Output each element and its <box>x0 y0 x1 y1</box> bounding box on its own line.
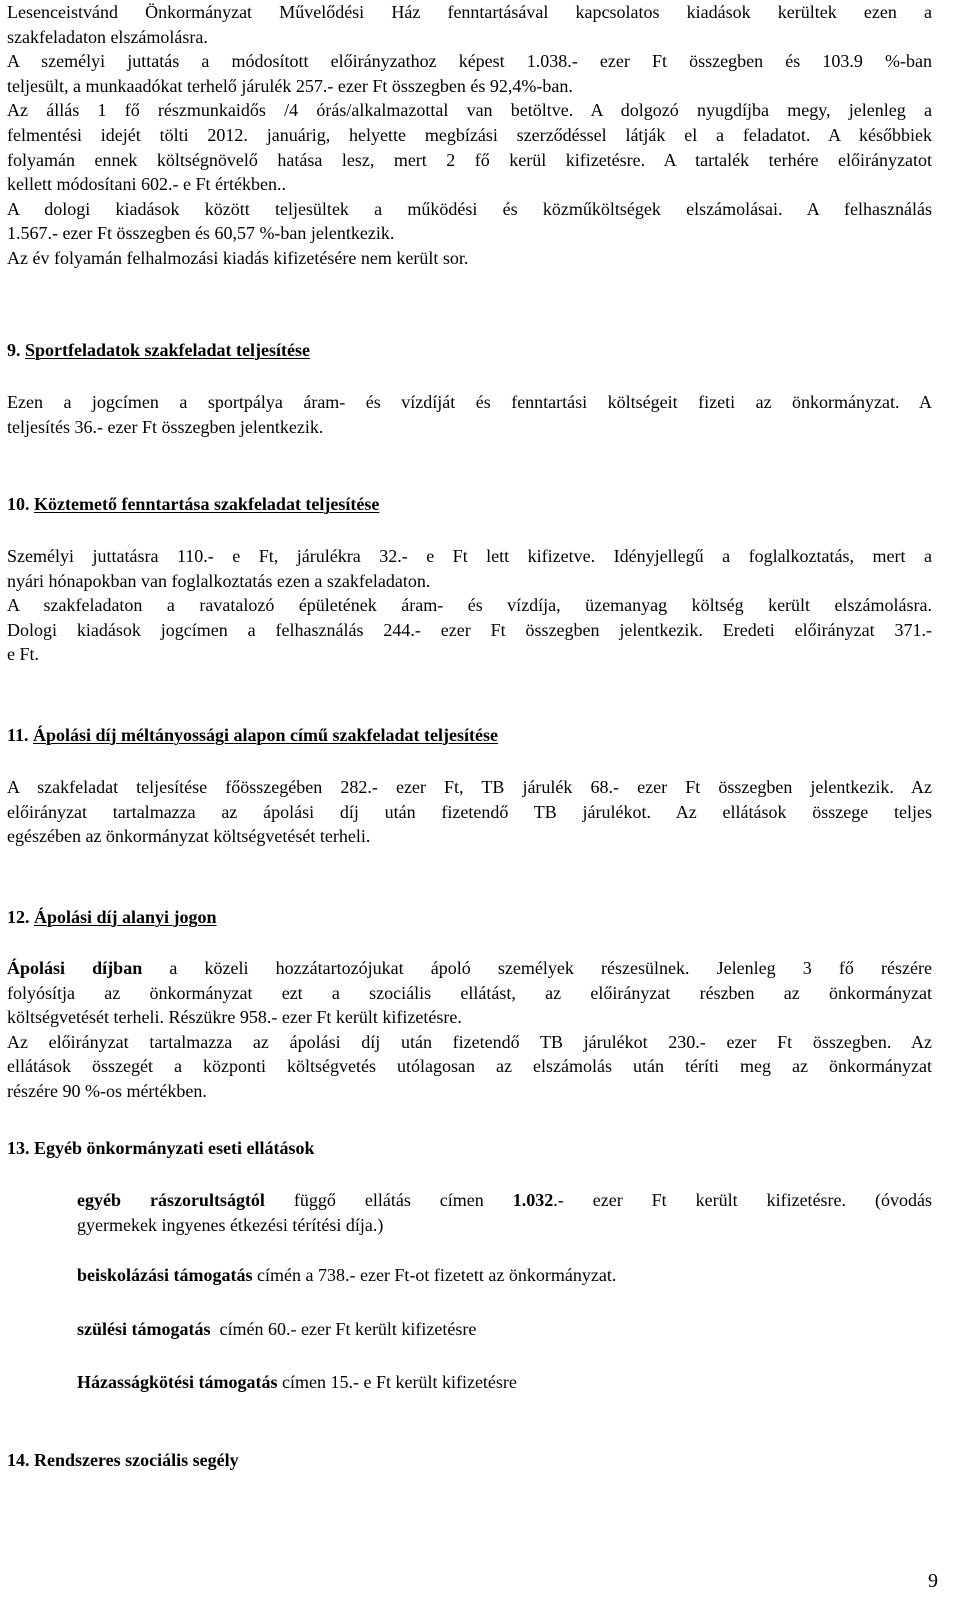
intro-line: szakfeladaton elszámolásra. <box>7 26 208 47</box>
bold-amount: 1.032 <box>512 1190 554 1210</box>
section-heading-10 <box>7 492 379 516</box>
section-number: 13. <box>7 1138 30 1158</box>
section-title: Ápolási díj alanyi jogon <box>34 907 217 927</box>
section-9-paragraph <box>7 390 932 439</box>
section-13-item-1 <box>7 1188 932 1237</box>
section-heading-14 <box>7 1448 239 1472</box>
section-13-item-2 <box>7 1263 932 1288</box>
section-heading-12 <box>7 905 217 929</box>
section-13-item-3 <box>7 1317 932 1342</box>
section-title: Egyéb önkormányzati eseti ellátások <box>34 1138 315 1158</box>
intro-line: teljesült, a munkaadókat terhelő járulék 257.- ezer Ft összegben és 92,4%-ban. <box>7 75 573 96</box>
paragraph-line <box>77 1188 932 1213</box>
page-number: 9 <box>928 1570 938 1592</box>
section-title: Rendszeres szociális segély <box>34 1450 239 1470</box>
text-run: címen 15.- e Ft került kifizetésre <box>277 1372 517 1392</box>
section-number: 14. <box>7 1450 30 1470</box>
paragraph-line: folyósítja az önkormányzat ezt a szociális ellátást, az előirányzat részben az önkormányzat <box>7 982 932 1003</box>
paragraph-line: előirányzat tartalmazza az ápolási díj után fizetendő TB járulékot. Az ellátások összege teljes <box>7 801 932 822</box>
section-heading-13 <box>7 1136 315 1160</box>
bold-term: egyéb rászorultságtól <box>77 1190 265 1210</box>
section-12-paragraph <box>7 956 932 1104</box>
section-heading-9 <box>7 338 310 362</box>
text-run: címén 60.- ezer Ft került kifizetésre <box>210 1319 477 1339</box>
section-number: 11. <box>7 725 29 745</box>
paragraph-line: Ezen a jogcímen a sportpálya áram- és vízdíját és fenntartási költségeit fizeti az önkormányzat. A <box>7 392 932 412</box>
paragraph-line <box>77 1370 932 1395</box>
paragraph-line: költségvetését terheli. Részükre 958.- ezer Ft került kifizetésre. <box>7 1007 462 1028</box>
paragraph-line <box>77 1317 932 1342</box>
intro-line: kellett módosítani 602.- e Ft értékben.. <box>7 174 286 195</box>
bold-term: Ápolási díjban <box>7 958 143 978</box>
intro-line: Az állás 1 fő részmunkaidős /4 órás/alkalmazottal van betöltve. A dolgozó nyugdíjba megy, jelenleg a <box>7 100 932 121</box>
intro-line: Az év folyamán felhalmozási kiadás kifizetésére nem került sor. <box>7 247 469 268</box>
text-run: a közeli hozzátartozójukat ápoló személyek részesülnek. Jelenleg 3 fő részére <box>142 958 932 978</box>
paragraph-line <box>77 1263 932 1288</box>
intro-line: A dologi kiadások között teljesültek a működési és közműköltségek elszámolásai. A felhasználás <box>7 198 932 219</box>
section-number: 10. <box>7 494 30 514</box>
paragraph-line: e Ft. <box>7 644 40 665</box>
paragraph-line: Az előirányzat tartalmazza az ápolási díj után fizetendő TB járulékot 230.- ezer Ft összegben. Az <box>7 1031 932 1052</box>
text-run: címén a 738.- ezer Ft-ot fizetett az önkormányzat. <box>252 1265 617 1285</box>
section-13-item-4 <box>7 1370 932 1395</box>
section-11-paragraph <box>7 775 932 849</box>
intro-line: Lesenceistvánd Önkormányzat Művelődési Ház fenntartásával kapcsolatos kiadások kerültek ezen a <box>7 2 932 22</box>
paragraph-line: Személyi juttatásra 110.- e Ft, járulékra 32.- e Ft lett kifizetve. Idényjellegű a foglalkoztatás, mert a <box>7 546 932 566</box>
paragraph-line: egészében az önkormányzat költségvetését terheli. <box>7 826 371 847</box>
text-run: függő ellátás címen <box>264 1190 513 1210</box>
intro-line: folyamán ennek költségnövelő hatása lesz, mert 2 fő kerül kifizetésre. A tartalék terhére előirányzatot <box>7 149 932 170</box>
paragraph-line: teljesítés 36.- ezer Ft összegben jelentkezik. <box>7 416 324 437</box>
intro-line: felmentési idejét tölti 2012. januárig, helyette megbízási szerződéssel látják el a feladatot. A későbbiek <box>7 124 932 145</box>
bold-term: beiskolázási támogatás <box>77 1265 253 1285</box>
bold-term: Házasságkötési támogatás <box>77 1372 278 1392</box>
paragraph-line: Dologi kiadások jogcímen a felhasználás 244.- ezer Ft összegben jelentkezik. Eredeti előirányzat 371.- <box>7 619 932 640</box>
section-title: Sportfeladatok szakfeladat teljesítése <box>25 340 310 360</box>
intro-line: A személyi juttatás a módosított előirányzathoz képest 1.038.- ezer Ft összegben és 103.9 %-ban <box>7 51 932 72</box>
paragraph-line: nyári hónapokban van foglalkoztatás ezen a szakfeladaton. <box>7 570 431 591</box>
paragraph-line: ellátások összegét a központi költségvetés utólagosan az elszámolás után téríti meg az önkormányzat <box>7 1056 932 1077</box>
text-run: .- ezer Ft került kifizetésre. (óvodás <box>553 1190 932 1210</box>
section-heading-11 <box>7 723 498 747</box>
paragraph-line: gyermekek ingyenes étkezési térítési díja.) <box>77 1214 384 1235</box>
paragraph-line: A szakfeladaton a ravatalozó épületének áram- és vízdíja, üzemanyag költség került elszámolásra. <box>7 595 932 616</box>
intro-paragraph <box>7 0 932 271</box>
section-number: 12. <box>7 907 30 927</box>
section-title: Köztemető fenntartása szakfeladat teljesítése <box>34 494 380 514</box>
section-number: 9. <box>7 340 21 360</box>
bold-term: szülési támogatás <box>77 1319 211 1339</box>
intro-line: 1.567.- ezer Ft összegben és 60,57 %-ban jelentkezik. <box>7 223 395 244</box>
section-title: Ápolási díj méltányossági alapon című szakfeladat teljesítése <box>33 725 499 745</box>
paragraph-line <box>7 956 932 981</box>
paragraph-line: A szakfeladat teljesítése főösszegében 282.- ezer Ft, TB járulék 68.- ezer Ft összegben jelentkezik. Az <box>7 777 932 797</box>
paragraph-line: részére 90 %-os mértékben. <box>7 1080 207 1101</box>
section-10-paragraph <box>7 544 932 667</box>
